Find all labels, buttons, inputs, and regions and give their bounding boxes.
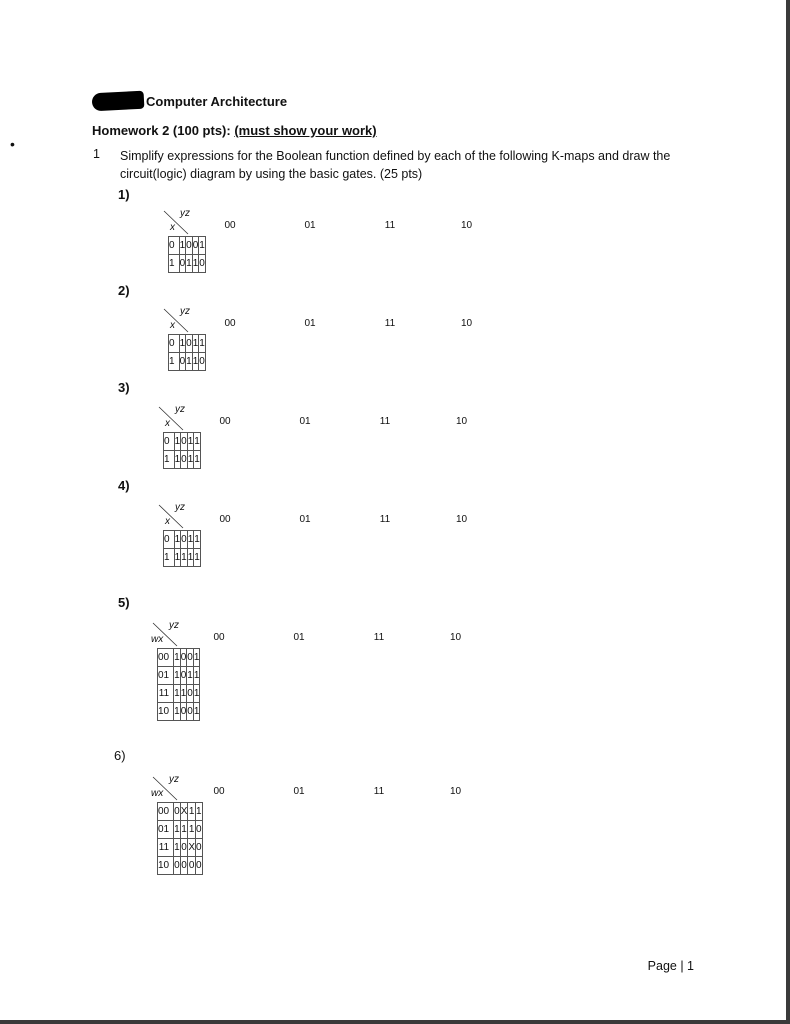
- kmap-column-header: 00: [224, 220, 236, 231]
- kmap-row: [164, 451, 201, 469]
- kmap-row-header: 0: [164, 433, 175, 451]
- page-number: Page | 1: [647, 959, 694, 973]
- kmap-column-header: 11: [379, 416, 391, 427]
- kmap-row-header: 0: [169, 237, 180, 255]
- kmap-grid: [163, 432, 201, 469]
- kmap-row-header: 11: [158, 839, 174, 857]
- kmap-row: [158, 685, 200, 703]
- kmap-cell: 1: [193, 685, 200, 703]
- kmap-cell: 1: [186, 353, 193, 371]
- problem-label: 2): [118, 283, 130, 298]
- kmap-cell: 0: [196, 839, 203, 857]
- kmap-cell: 0: [181, 531, 188, 549]
- page-edge-bottom: [0, 1020, 790, 1024]
- kmap-left-variable: x: [165, 516, 170, 527]
- kmap-cell: 1: [174, 821, 181, 839]
- kmap-column-header: 01: [299, 514, 311, 525]
- kmap-cell: 1: [180, 685, 187, 703]
- kmap-cell: 0: [179, 255, 186, 273]
- kmap-cell: 0: [180, 839, 188, 857]
- kmap-cell: 1: [180, 821, 188, 839]
- kmap-column-header: 10: [449, 786, 462, 797]
- problem-label: 4): [118, 478, 130, 493]
- question-text: Simplify expressions for the Boolean function defined by each of the following K-maps and draw the circuit(logic) diagram by using the basic gates. (25 pts): [120, 149, 671, 181]
- kmap-row-header: 1: [169, 255, 180, 273]
- kmap-cell: 1: [174, 839, 181, 857]
- kmap-cell: 0: [187, 685, 194, 703]
- problem-label: 6): [114, 748, 126, 763]
- kmap-row: [158, 667, 200, 685]
- kmap-column-header: 01: [304, 220, 316, 231]
- kmap-row: [169, 237, 206, 255]
- kmap-column-header: 11: [379, 514, 391, 525]
- kmap-cell: 0: [174, 857, 181, 875]
- kmap-grid: [157, 648, 200, 721]
- kmap-cell: 0: [187, 649, 194, 667]
- kmap-cell: 0: [181, 433, 188, 451]
- kmap-row-header: 00: [158, 803, 174, 821]
- kmap-row-header: 01: [158, 821, 174, 839]
- kmap-row-header: 0: [164, 531, 175, 549]
- kmap-cell: 1: [194, 549, 201, 567]
- kmap-cell: 1: [199, 237, 206, 255]
- kmap-row: [158, 803, 203, 821]
- kmap-top-variable: yz: [169, 620, 179, 631]
- kmap-column-header: 11: [373, 786, 385, 797]
- kmap-top-variable: yz: [180, 208, 190, 219]
- kmap-left-variable: x: [170, 222, 175, 233]
- kmap-cell: 1: [192, 255, 199, 273]
- kmap-cell: 0: [179, 353, 186, 371]
- kmap-cell: 0: [199, 255, 206, 273]
- bullet: •: [10, 136, 15, 152]
- kmap-cell: 0: [181, 451, 188, 469]
- kmap-cell: 0: [188, 857, 196, 875]
- kmap-row: [158, 649, 200, 667]
- kmap-left-variable: wx: [151, 788, 164, 799]
- course-title: Computer Architecture: [146, 93, 288, 109]
- kmap-column-header: 10: [455, 514, 468, 525]
- kmap-cell: 0: [174, 803, 181, 821]
- kmap-cell: 1: [174, 433, 181, 451]
- kmap-cell: 1: [174, 685, 181, 703]
- kmap-cell: X: [180, 803, 188, 821]
- kmap-cell: X: [188, 839, 196, 857]
- kmap-cell: 1: [187, 433, 194, 451]
- kmap-cell: 1: [174, 451, 181, 469]
- kmap-column-header: 00: [219, 514, 231, 525]
- kmap-cell: 1: [181, 549, 188, 567]
- kmap-row: [169, 335, 206, 353]
- kmap-row: [158, 703, 200, 721]
- homework-title: [92, 123, 377, 138]
- problem-label: 3): [118, 380, 130, 395]
- kmap-cell: 1: [174, 649, 181, 667]
- redaction-mark: [92, 91, 145, 112]
- kmap-grid: [163, 530, 201, 567]
- kmap-cell: 1: [199, 335, 206, 353]
- work-requirement: (must show your work): [234, 123, 377, 138]
- kmap-cell: 0: [180, 667, 187, 685]
- kmap-column-header: 11: [384, 318, 396, 329]
- kmap-column-header: 11: [373, 632, 385, 643]
- kmap-cell: 1: [174, 703, 181, 721]
- kmap-row-header: 1: [164, 549, 175, 567]
- kmap-row: [164, 531, 201, 549]
- kmap-grid: [157, 802, 203, 875]
- kmap-row-header: 10: [158, 703, 174, 721]
- kmap-cell: 1: [194, 451, 201, 469]
- kmap-cell: 0: [196, 821, 203, 839]
- kmap-cell: 1: [179, 335, 186, 353]
- kmap-left-variable: x: [170, 320, 175, 331]
- kmap-row-header: 00: [158, 649, 174, 667]
- kmap-cell: 0: [186, 237, 193, 255]
- kmap-column-header: 10: [455, 416, 468, 427]
- kmap-column-header: 00: [219, 416, 231, 427]
- kmap-cell: 0: [187, 703, 194, 721]
- kmap-cell: 1: [194, 433, 201, 451]
- problem-label: 1): [118, 187, 130, 202]
- kmap-grid: [168, 236, 206, 273]
- kmap-row-header: 10: [158, 857, 174, 875]
- kmap-row-header: 11: [158, 685, 174, 703]
- document-header: [92, 92, 287, 110]
- kmap-row: [169, 255, 206, 273]
- question-number: 1: [93, 147, 100, 161]
- kmap-cell: 0: [186, 335, 193, 353]
- kmap-column-header: 11: [384, 220, 396, 231]
- kmap-cell: 1: [186, 255, 193, 273]
- kmap-top-variable: yz: [175, 404, 185, 415]
- kmap-cell: 0: [199, 353, 206, 371]
- kmap-column-header: 10: [460, 220, 473, 231]
- kmap-cell: 1: [196, 803, 203, 821]
- kmap-cell: 1: [174, 667, 181, 685]
- kmap-cell: 1: [187, 667, 194, 685]
- kmap-column-header: 01: [299, 416, 311, 427]
- kmap-column-header: 00: [213, 786, 225, 797]
- kmap-column-header: 01: [293, 786, 305, 797]
- kmap-row: [158, 821, 203, 839]
- kmap-top-variable: yz: [175, 502, 185, 513]
- kmap-cell: 0: [180, 857, 188, 875]
- kmap-cell: 1: [174, 531, 181, 549]
- kmap-column-header: 00: [224, 318, 236, 329]
- problem-label: 5): [118, 595, 130, 610]
- kmap-column-header: 01: [293, 632, 305, 643]
- kmap-cell: 1: [174, 549, 181, 567]
- homework-label: Homework 2 (100 pts):: [92, 123, 231, 138]
- kmap-column-header: 01: [304, 318, 316, 329]
- kmap-row: [169, 353, 206, 371]
- kmap-cell: 0: [192, 237, 199, 255]
- kmap-cell: 1: [188, 803, 196, 821]
- kmap-cell: 1: [179, 237, 186, 255]
- kmap-cell: 1: [187, 549, 194, 567]
- kmap-left-variable: x: [165, 418, 170, 429]
- kmap-cell: 0: [180, 649, 187, 667]
- kmap-cell: 1: [187, 451, 194, 469]
- kmap-cell: 1: [187, 531, 194, 549]
- kmap-cell: 1: [193, 649, 200, 667]
- kmap-row: [158, 857, 203, 875]
- page-edge: [786, 0, 790, 1024]
- kmap-grid: [168, 334, 206, 371]
- kmap-cell: 1: [193, 667, 200, 685]
- kmap-row: [158, 839, 203, 857]
- kmap-cell: 1: [194, 531, 201, 549]
- kmap-row-header: 01: [158, 667, 174, 685]
- kmap-column-header: 10: [449, 632, 462, 643]
- kmap-row-header: 0: [169, 335, 180, 353]
- kmap-row: [164, 549, 201, 567]
- kmap-left-variable: wx: [151, 634, 164, 645]
- kmap-cell: 1: [192, 335, 199, 353]
- kmap-cell: 1: [193, 703, 200, 721]
- kmap-top-variable: yz: [180, 306, 190, 317]
- kmap-cell: 1: [192, 353, 199, 371]
- kmap-column-header: 10: [460, 318, 473, 329]
- kmap-column-header: 00: [213, 632, 225, 643]
- kmap-row: [164, 433, 201, 451]
- kmap-cell: 0: [180, 703, 187, 721]
- kmap-row-header: 1: [164, 451, 175, 469]
- kmap-top-variable: yz: [169, 774, 179, 785]
- kmap-cell: 0: [196, 857, 203, 875]
- kmap-row-header: 1: [169, 353, 180, 371]
- kmap-cell: 1: [188, 821, 196, 839]
